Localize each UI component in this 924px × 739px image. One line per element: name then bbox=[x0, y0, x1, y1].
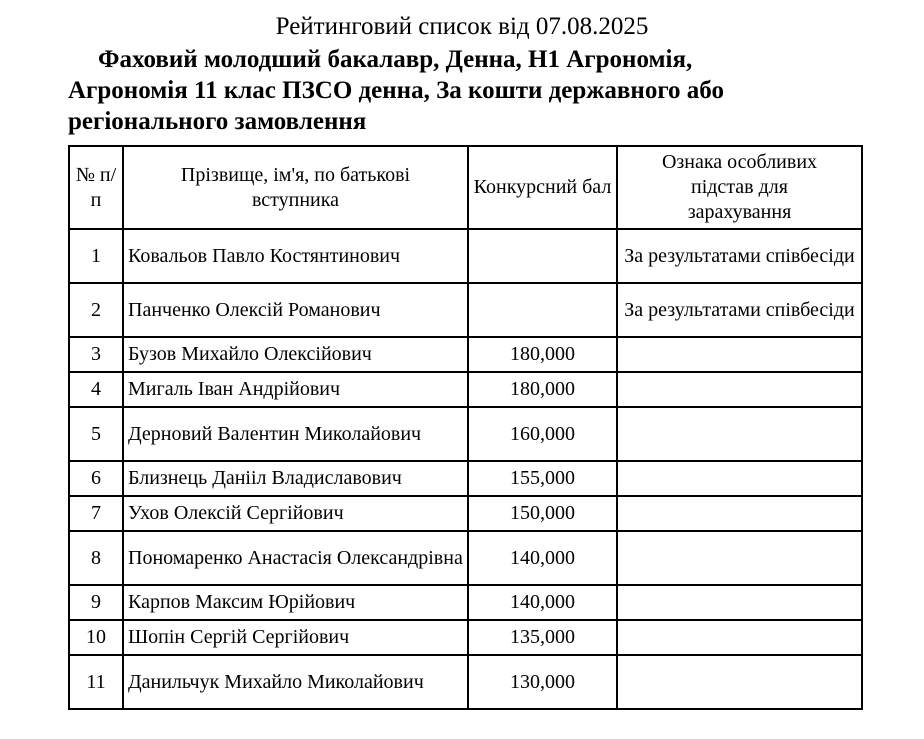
table-row bbox=[69, 585, 862, 620]
cell-basis: За результатами співбесіди bbox=[617, 229, 862, 283]
cell-basis bbox=[617, 620, 862, 655]
cell-basis bbox=[617, 531, 862, 585]
header-num: № п/п bbox=[69, 146, 123, 229]
cell-basis: За результатами співбесіди bbox=[617, 283, 862, 337]
header-basis: Ознака особливих підстав для зарахування bbox=[617, 146, 862, 229]
table-row bbox=[69, 407, 862, 461]
cell-num: 4 bbox=[69, 372, 123, 407]
table-row bbox=[69, 372, 862, 407]
cell-basis bbox=[617, 655, 862, 709]
cell-num: 1 bbox=[69, 229, 123, 283]
table-row bbox=[69, 655, 862, 709]
cell-num: 6 bbox=[69, 461, 123, 496]
cell-score bbox=[468, 283, 617, 337]
cell-score: 140,000 bbox=[468, 585, 617, 620]
cell-num: 3 bbox=[69, 337, 123, 372]
cell-score: 155,000 bbox=[468, 461, 617, 496]
subtitle-line: регіонального замовлення bbox=[68, 108, 367, 135]
cell-name: Панченко Олексій Романович bbox=[123, 283, 468, 337]
cell-name: Мигаль Іван Андрійович bbox=[123, 372, 468, 407]
cell-num: 9 bbox=[69, 585, 123, 620]
cell-basis bbox=[617, 407, 862, 461]
table-row bbox=[69, 229, 862, 283]
cell-score: 150,000 bbox=[468, 496, 617, 531]
cell-name: Ковальов Павло Костянтинович bbox=[123, 229, 468, 283]
table-row bbox=[69, 620, 862, 655]
cell-basis bbox=[617, 337, 862, 372]
page-title: Рейтинговий список від 07.08.2025 bbox=[275, 13, 649, 40]
cell-num: 10 bbox=[69, 620, 123, 655]
table-row bbox=[69, 461, 862, 496]
cell-score: 160,000 bbox=[468, 407, 617, 461]
cell-score bbox=[468, 229, 617, 283]
cell-basis bbox=[617, 496, 862, 531]
cell-name: Данильчук Михайло Миколайович bbox=[123, 655, 468, 709]
table-row bbox=[69, 531, 862, 585]
table-row bbox=[69, 496, 862, 531]
cell-score: 140,000 bbox=[468, 531, 617, 585]
cell-num: 5 bbox=[69, 407, 123, 461]
cell-num: 11 bbox=[69, 655, 123, 709]
cell-num: 8 bbox=[69, 531, 123, 585]
cell-num: 7 bbox=[69, 496, 123, 531]
cell-basis bbox=[617, 461, 862, 496]
cell-name: Близнець Данііл Владиславович bbox=[123, 461, 468, 496]
cell-name: Ухов Олексій Сергійович bbox=[123, 496, 468, 531]
table-row bbox=[69, 337, 862, 372]
cell-name: Шопін Сергій Сергійович bbox=[123, 620, 468, 655]
subtitle-line: Агрономія 11 клас ПЗСО денна, За кошти державного або bbox=[68, 77, 724, 104]
cell-score: 135,000 bbox=[468, 620, 617, 655]
cell-score: 130,000 bbox=[468, 655, 617, 709]
table-row bbox=[69, 283, 862, 337]
cell-name: Дерновий Валентин Миколайович bbox=[123, 407, 468, 461]
table-header-row bbox=[69, 146, 862, 229]
header-name: Прізвище, ім'я, по батькові вступника bbox=[123, 146, 468, 229]
header-score: Конкурсний бал bbox=[468, 146, 617, 229]
cell-basis bbox=[617, 372, 862, 407]
cell-basis bbox=[617, 585, 862, 620]
cell-name: Пономаренко Анастасія Олександрівна bbox=[123, 531, 468, 585]
page-subtitle bbox=[68, 44, 868, 137]
cell-name: Карпов Максим Юрійович bbox=[123, 585, 468, 620]
cell-num: 2 bbox=[69, 283, 123, 337]
rating-table bbox=[68, 145, 863, 710]
cell-score: 180,000 bbox=[468, 337, 617, 372]
cell-score: 180,000 bbox=[468, 372, 617, 407]
subtitle-line: Фаховий молодший бакалавр, Денна, Н1 Агрономія, bbox=[98, 46, 693, 73]
cell-name: Бузов Михайло Олексійович bbox=[123, 337, 468, 372]
